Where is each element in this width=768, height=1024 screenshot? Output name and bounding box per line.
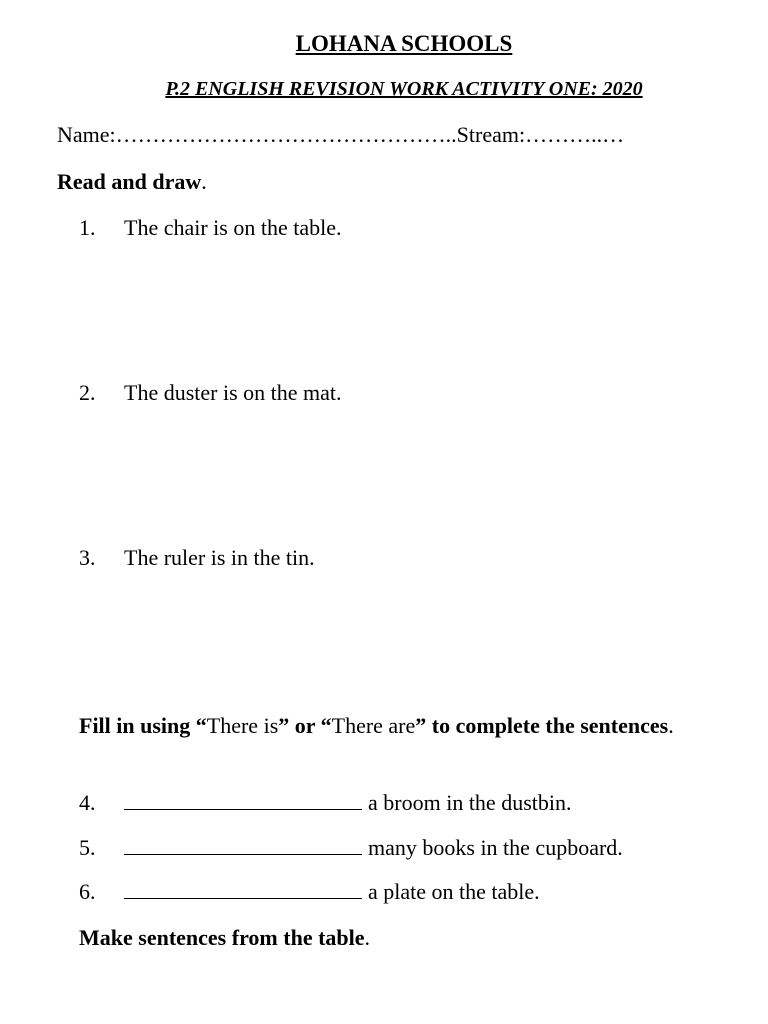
read-draw-heading: Read and draw. [57,169,207,194]
answer-blank[interactable] [124,836,362,855]
name-blank: ……………………………………….. [115,122,457,147]
name-label: Name: [57,122,116,147]
item-text: The duster is on the mat. [124,380,342,405]
item-number: 6. [79,879,96,904]
item-number: 2. [79,380,96,405]
item-text: The ruler is in the tin. [124,545,315,570]
stream-blank: ………..… [525,122,625,147]
item-number: 4. [79,790,96,815]
stream-label: Stream: [456,122,526,147]
item-number: 1. [79,215,96,240]
item-text: The chair is on the table. [124,215,342,240]
fill-sentence: a broom in the dustbin. [124,790,571,816]
fill-sentence: a plate on the table. [124,879,540,905]
item-number: 3. [79,545,96,570]
make-sentences-heading: Make sentences from the table. [79,925,371,950]
answer-blank[interactable] [124,791,362,810]
student-info-line [57,122,624,148]
school-title: LOHANA SCHOOLS [295,31,513,56]
answer-blank[interactable] [124,880,362,899]
fill-in-heading: Fill in using “There is” or “There are” to complete the sentences. [79,713,674,738]
worksheet-subtitle: P.2 ENGLISH REVISION WORK ACTIVITY ONE: 2020 [165,78,643,100]
fill-sentence: many books in the cupboard. [124,835,623,861]
item-number: 5. [79,835,96,860]
